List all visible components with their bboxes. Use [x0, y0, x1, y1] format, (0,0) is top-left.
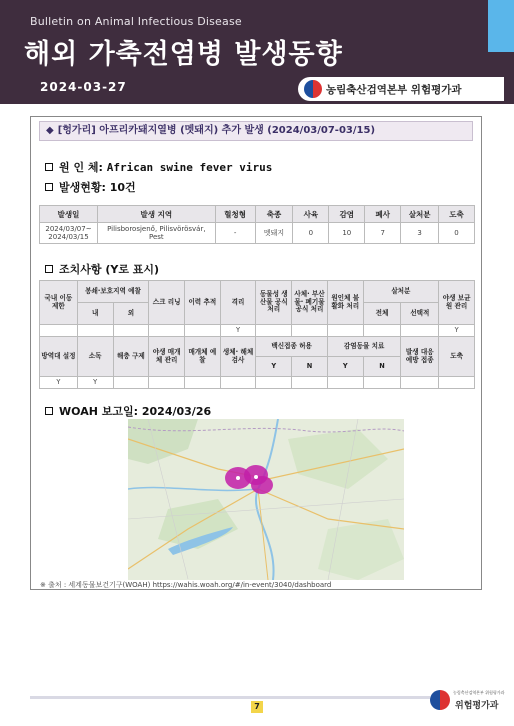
value-cell: [113, 325, 149, 337]
page-title: 해외 가축전염병 발생동향: [24, 39, 343, 70]
value-cell: [401, 325, 439, 337]
col-header: 혈청형: [215, 206, 255, 223]
table-cell: 0: [439, 223, 475, 244]
value-cell: [327, 377, 363, 389]
checkbox-icon: [45, 163, 53, 171]
woah-line: [45, 403, 211, 419]
header-cell: 국내 이동 제한: [40, 281, 78, 325]
col-header: 도축: [439, 206, 475, 223]
footer-org-small: 농림축산검역본부 위험평가과: [453, 690, 505, 695]
header-cell: 봉쇄·보호지역 예찰: [77, 281, 148, 303]
table-cell: 2024/03/07~ 2024/03/15: [40, 223, 98, 244]
table-cell: 0: [293, 223, 329, 244]
section-title-text: [헝가리] 아프리카돼지열병 (멧돼지) 추가 발생 (2024/03/07-03/15): [57, 125, 376, 136]
marker-dot: [236, 476, 240, 480]
header-accent: [488, 0, 514, 52]
table-cell: 10: [329, 223, 365, 244]
value-cell: [77, 325, 113, 337]
page-number: 7: [251, 701, 263, 713]
measures-table: [39, 280, 475, 389]
value-cell: [439, 377, 475, 389]
source-note: ※ 출처 : 세계동물보건기구(WOAH) https://wahis.woah.org/#/in-event/3040/dashboard: [40, 581, 332, 589]
header-cell: Y: [327, 357, 363, 377]
col-header: 살처분: [401, 206, 439, 223]
outbreak-value: 10건: [109, 181, 136, 194]
header-cell: 사체· 부산물· 폐기물 공식 처리: [292, 281, 328, 325]
woah-label: WOAH 보고일:: [59, 405, 139, 418]
org-name: 농림축산검역본부 위험평가과: [326, 84, 462, 96]
outbreak-map: [128, 419, 404, 580]
header-cell: N: [292, 357, 328, 377]
pathogen-label: 원 인 체:: [59, 161, 103, 174]
footer-line: [30, 696, 430, 699]
outbreak-table: [39, 205, 475, 244]
header-cell: 소독: [77, 337, 113, 377]
pathogen-value: African swine fever virus: [106, 161, 273, 174]
value-cell: [149, 377, 185, 389]
col-header: 사육: [293, 206, 329, 223]
outbreak-label: 발생현황:: [59, 181, 106, 194]
header-cell: 선택적: [401, 303, 439, 325]
value-cell: Y: [439, 325, 475, 337]
col-header: 축종: [255, 206, 293, 223]
table-cell: 3: [401, 223, 439, 244]
header-cell: 도축: [439, 337, 475, 377]
header-cell: 격리: [220, 281, 256, 325]
section-title: [39, 121, 473, 141]
header-cell: 살처분: [363, 281, 439, 303]
value-cell: [327, 325, 363, 337]
outbreak-line: [45, 179, 136, 195]
checkbox-icon: [45, 265, 53, 273]
col-header: 발생일: [40, 206, 98, 223]
map-graphic: [128, 419, 404, 580]
header-cell: 동물성 생산물 공식 처리: [256, 281, 292, 325]
woah-value: 2024/03/26: [141, 405, 212, 418]
value-cell: [292, 377, 328, 389]
header-cell: 외: [113, 303, 149, 325]
value-cell: [220, 377, 256, 389]
value-cell: Y: [77, 377, 113, 389]
header-cell: 야생 매개체 관리: [149, 337, 185, 377]
col-header: 폐사: [365, 206, 401, 223]
header-cell: 이력 추적: [184, 281, 220, 325]
checkbox-icon: [45, 407, 53, 415]
header-cell: 해충 구제: [113, 337, 149, 377]
value-cell: [363, 325, 401, 337]
col-header: 감염: [329, 206, 365, 223]
value-cell: [401, 377, 439, 389]
checkbox-icon: [45, 183, 53, 191]
header-cell: 전체: [363, 303, 401, 325]
table-cell: Pilisborosjenő, Pilisvörösvár, Pest: [97, 223, 215, 244]
header-cell: 감염동물 치료: [327, 337, 401, 357]
issue-date: 2024-03-27: [40, 80, 127, 94]
header-cell: 매개체 예찰: [184, 337, 220, 377]
measures-label: 조치사항 (Y로 표시): [59, 263, 160, 276]
value-cell: [184, 325, 220, 337]
col-header: 발생 지역: [97, 206, 215, 223]
value-cell: [292, 325, 328, 337]
value-cell: Y: [40, 377, 78, 389]
header-cell: 생체· 해체 검사: [220, 337, 256, 377]
value-cell: Y: [220, 325, 256, 337]
outbreak-marker: [251, 476, 273, 494]
header-cell: 방역대 설정: [40, 337, 78, 377]
header-cell: 원인체 불활화 처리: [327, 281, 363, 325]
value-cell: [363, 377, 401, 389]
table-cell: -: [215, 223, 255, 244]
table-cell: 멧돼지: [255, 223, 293, 244]
value-cell: [40, 325, 78, 337]
header-cell: 발생 대응 예방 접종: [401, 337, 439, 377]
pathogen-line: [45, 159, 272, 175]
header-cell: 내: [77, 303, 113, 325]
value-cell: [184, 377, 220, 389]
header-cell: N: [363, 357, 401, 377]
diamond-icon: ◆: [46, 125, 54, 136]
marker-dot: [254, 475, 258, 479]
org-logo-icon: [304, 80, 322, 98]
value-cell: [256, 377, 292, 389]
header-cell: 백신접종 허용: [256, 337, 327, 357]
measures-line: [45, 261, 159, 277]
value-cell: [113, 377, 149, 389]
header-cell: Y: [256, 357, 292, 377]
report-box: [30, 116, 482, 590]
bulletin-label: Bulletin on Animal Infectious Disease: [30, 15, 242, 28]
table-cell: 7: [365, 223, 401, 244]
value-cell: [256, 325, 292, 337]
footer-logo-icon: [430, 690, 450, 710]
value-cell: [149, 325, 185, 337]
footer-org: 위험평가과: [455, 701, 499, 711]
header-cell: 스크 리닝: [149, 281, 185, 325]
header-cell: 야생 보균원 관리: [439, 281, 475, 325]
